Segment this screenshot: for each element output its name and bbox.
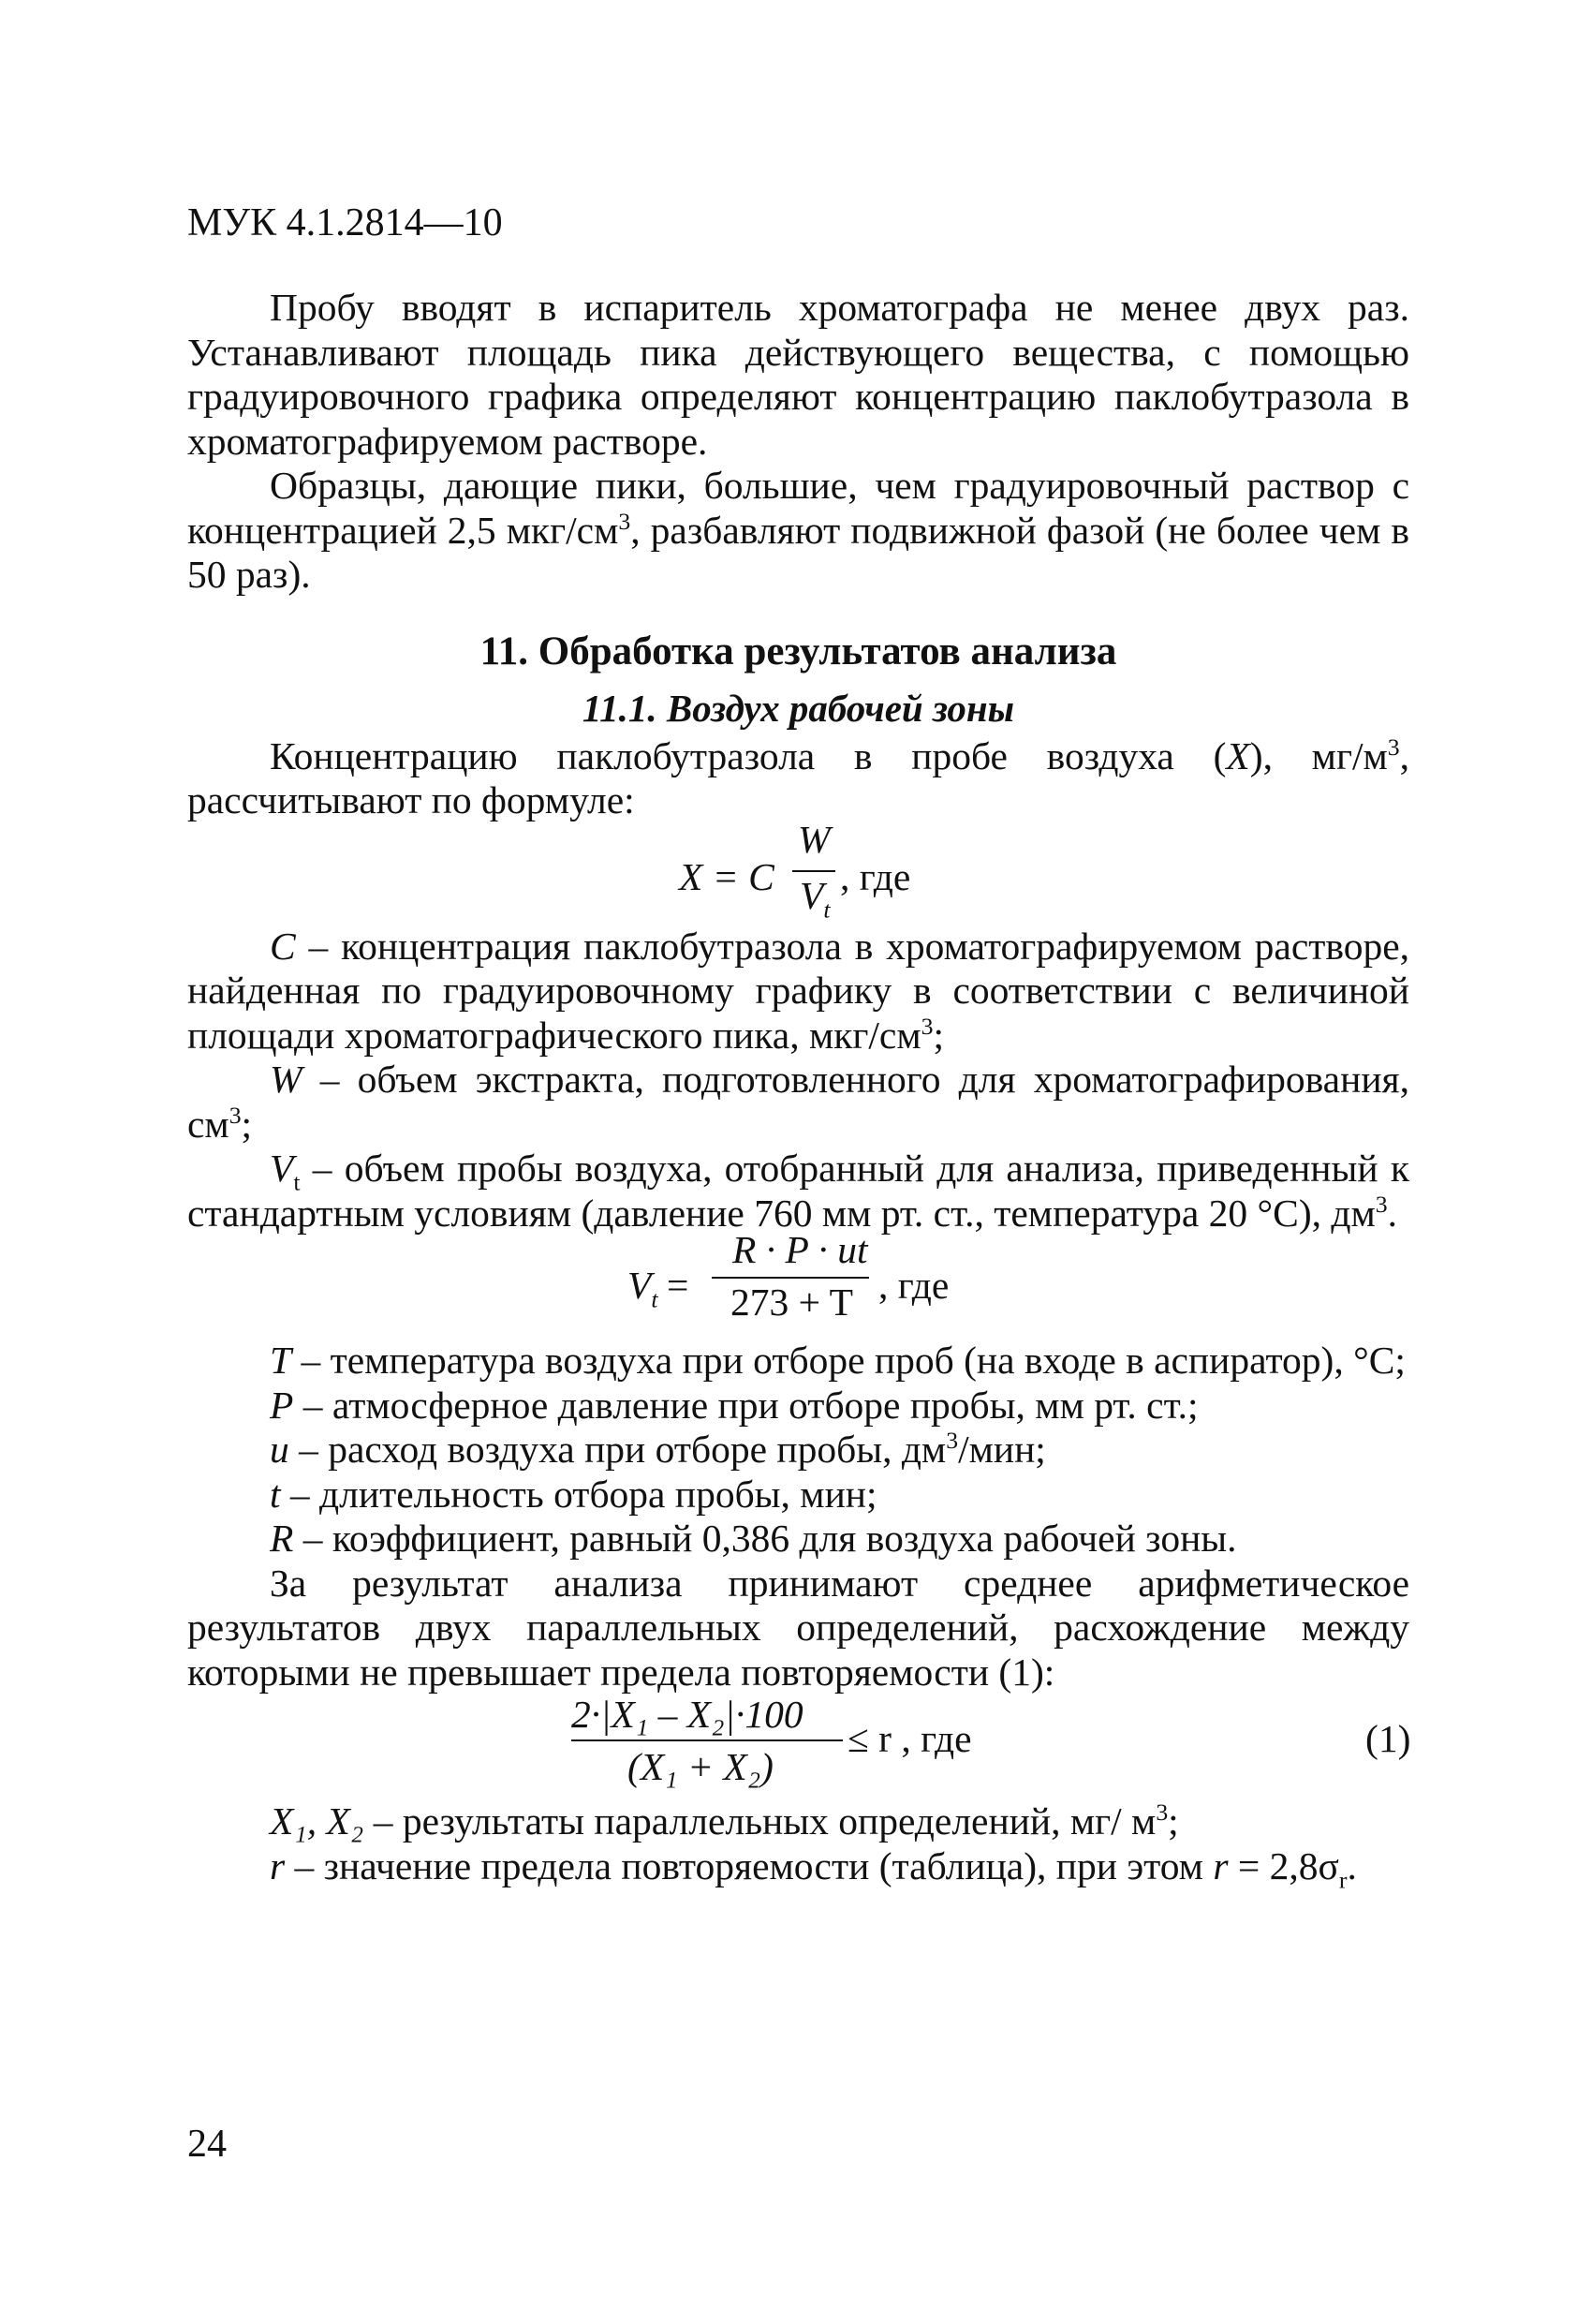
definition-p: P – атмосферное давление при отборе пробы, мм рт. ст.;: [270, 1383, 1199, 1427]
formula1-numerator: W: [798, 817, 831, 861]
definitions-1: [187, 925, 1409, 1236]
document-code: МУК 4.1.2814—10: [187, 201, 503, 244]
paragraph-result: За результат анализа принимают среднее арифметическое результатов двух параллельных определений, расхождение между которыми не превышает предела повторяемости (1):: [187, 1561, 1409, 1694]
formula1-fraction-line: [792, 870, 835, 872]
formula2-fraction-line: [712, 1277, 869, 1279]
definition-c: C – концентрация паклобутразола в хроматографируемом растворе, найденная по градуировочному графику в соответствии с величиной площади хроматографического пика, мкг/$см^3$;: [187, 924, 1409, 1057]
formula1-tail: , где: [840, 854, 911, 898]
definition-t-time: t – длительность отбора пробы, мин;: [270, 1472, 877, 1516]
definition-u: u – расход воздуха при отборе пробы, $дм^3$/мин;: [270, 1427, 1046, 1471]
definition-vt: $V_t$ – объем пробы воздуха, отобранный для анализа, приведенный к стандартным условиям (давление 760 мм рт. ст., температура 20 °С), $дм^3$.: [187, 1147, 1409, 1235]
definition-t-temp: T – температура воздуха при отборе проб (на входе в аспиратор), °С;: [270, 1339, 1406, 1382]
formula2-numerator: R · P · ut: [732, 1228, 868, 1271]
definition-w: W – объем экстракта, подготовленного для хроматографирования, $см^3$;: [187, 1058, 1409, 1146]
formula-repeatability: [187, 1695, 1409, 1799]
formula3-numerator: 2·|X₁ – X₂|·100: [571, 1693, 803, 1736]
formula1-denominator: $V_t$: [800, 873, 831, 923]
formula3-denominator: (X₁ + X₂): [627, 1745, 774, 1788]
definition-x1x2: X₁, X₂ – результаты параллельных определений, мг/ $м^3$;: [270, 1799, 1179, 1843]
formula3-fraction-line: [571, 1739, 843, 1741]
formula2-lhs: $V_t$: [627, 1264, 658, 1313]
formula-concentration: [187, 817, 1409, 925]
subsection-title: 11.1. Воздух рабочей зоны: [582, 686, 1015, 730]
formula2-equals: =: [667, 1264, 689, 1307]
paragraph-intro: Концентрацию паклобутразола в пробе воздуха (X), $мг/м^3$, рассчитывают по формуле:: [187, 733, 1409, 822]
formula2-denominator: 273 + T: [730, 1280, 854, 1324]
document-body: [187, 286, 1411, 1893]
formula3-number: (1): [1365, 1717, 1411, 1760]
paragraph-dilution: Образцы, дающие пики, большие, чем градуировочный раствор с концентрацией 2,5 мкг/$см^3$, разбавляют подвижной фазой (не более чем в 50 раз).: [187, 464, 1409, 596]
formula2-tail: , где: [878, 1264, 950, 1307]
paragraph-injection: Пробу вводят в испаритель хроматографа не менее двух раз. Устанавливают площадь пика действующего вещества, с помощью градуировочного графика определяют концентрацию паклобутразола в хроматографируемом растворе.: [187, 286, 1409, 463]
section-title: 11. Обработка результатов анализа: [479, 629, 1117, 674]
page-number: 24: [187, 2123, 227, 2166]
formula3-tail: ≤ r , где: [848, 1717, 972, 1760]
definitions-3: [187, 1799, 1409, 1893]
formula1-lhs: X = C: [679, 854, 774, 898]
definitions-2: [187, 1339, 1409, 1562]
definition-r-limit: r – значение предела повторяемости (таблица), при этом $r = 2,8\sigma_r$.: [270, 1843, 1357, 1893]
definition-r-coef: R – коэффициент, равный 0,386 для воздуха рабочей зоны.: [270, 1517, 1237, 1560]
formula-volume: [187, 1228, 1409, 1339]
